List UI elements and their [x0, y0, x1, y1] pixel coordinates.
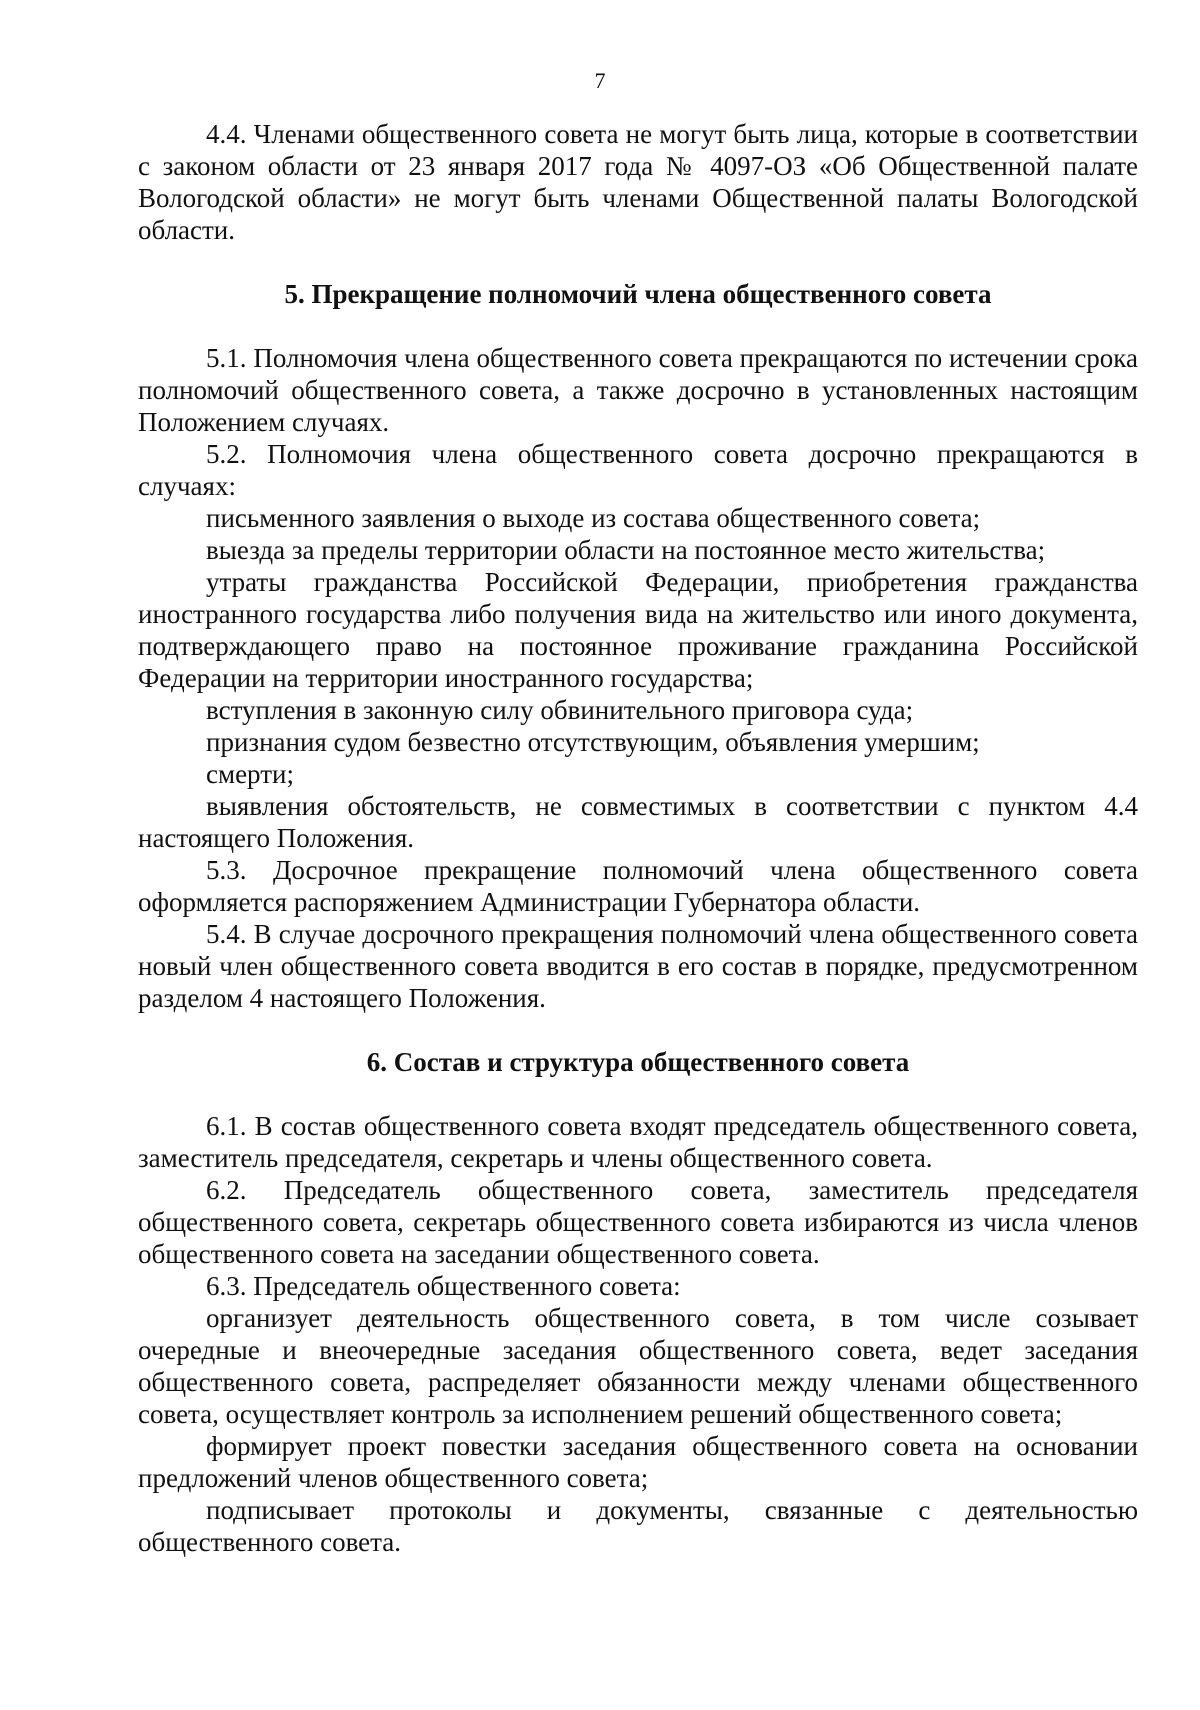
paragraph-6-1: 6.1. В состав общественного совета входят председатель общественного совета, заместитель председателя, секретарь и члены общественного совета. [138, 1111, 1138, 1173]
paragraph-6-2: 6.2. Председатель общественного совета, заместитель председателя общественного совета, секретарь общественного совета избираются из числа членов общественного совета на заседании общественного совета. [138, 1175, 1138, 1269]
list-item-5-2-e: признания судом безвестно отсутствующим, объявления умершим; [206, 727, 980, 757]
list-item-6-3-c: подписывает протоколы и документы, связанные с деятельностью общественного совета. [138, 1495, 1138, 1557]
section-5-heading: 5. Прекращение полномочий члена общественного совета [284, 279, 992, 309]
list-item-5-2-b: выезда за пределы территории области на постоянное место жительства; [206, 535, 1046, 565]
list-item-5-2-a: письменного заявления о выходе из состава общественного совета; [206, 503, 981, 533]
paragraph-5-4: 5.4. В случае досрочного прекращения полномочий члена общественного совета новый член общественного совета вводится в его состав в порядке, предусмотренном разделом 4 настоящего Положения. [138, 919, 1138, 1013]
list-item-5-2-g: выявления обстоятельств, не совместимых в соответствии с пунктом 4.4 настоящего Положения. [138, 791, 1138, 853]
list-item-6-3-b: формирует проект повестки заседания общественного совета на основании предложений членов общественного совета; [138, 1431, 1138, 1493]
paragraph-5-3: 5.3. Досрочное прекращение полномочий члена общественного совета оформляется распоряжением Администрации Губернатора области. [138, 855, 1138, 917]
paragraph-5-1: 5.1. Полномочия члена общественного совета прекращаются по истечении срока полномочий общественного совета, а также досрочно в установленных настоящим Положением случаях. [138, 343, 1138, 437]
list-item-5-2-f: смерти; [206, 759, 294, 789]
paragraph-5-2: 5.2. Полномочия члена общественного совета досрочно прекращаются в случаях: [138, 439, 1138, 501]
document-body [138, 118, 1138, 1558]
list-item-5-2-c: утраты гражданства Российской Федерации, приобретения гражданства иностранного государства либо получения вида на жительство или иного документа, подтверждающего право на постоянное проживание гражданина Российской Федерации на территории иностранного государства; [138, 567, 1138, 693]
list-item-6-3-a: организует деятельность общественного совета, в том числе созывает очередные и внеочередные заседания общественного совета, ведет заседания общественного совета, распределяет обязанности между членами общественного совета, осуществляет контроль за исполнением решений общественного совета; [138, 1303, 1138, 1429]
section-6-heading: 6. Состав и структура общественного совета [366, 1047, 910, 1077]
paragraph-6-3: 6.3. Председатель общественного совета: [206, 1271, 681, 1301]
page-number: 7 [594, 68, 606, 93]
paragraph-4-4: 4.4. Членами общественного совета не могут быть лица, которые в соответствии с законом области от 23 января 2017 года № 4097-ОЗ «Об Общественной палате Вологодской области» не могут быть членами Общественной палаты Вологодской области. [138, 119, 1138, 245]
list-item-5-2-d: вступления в законную силу обвинительного приговора суда; [206, 695, 914, 725]
